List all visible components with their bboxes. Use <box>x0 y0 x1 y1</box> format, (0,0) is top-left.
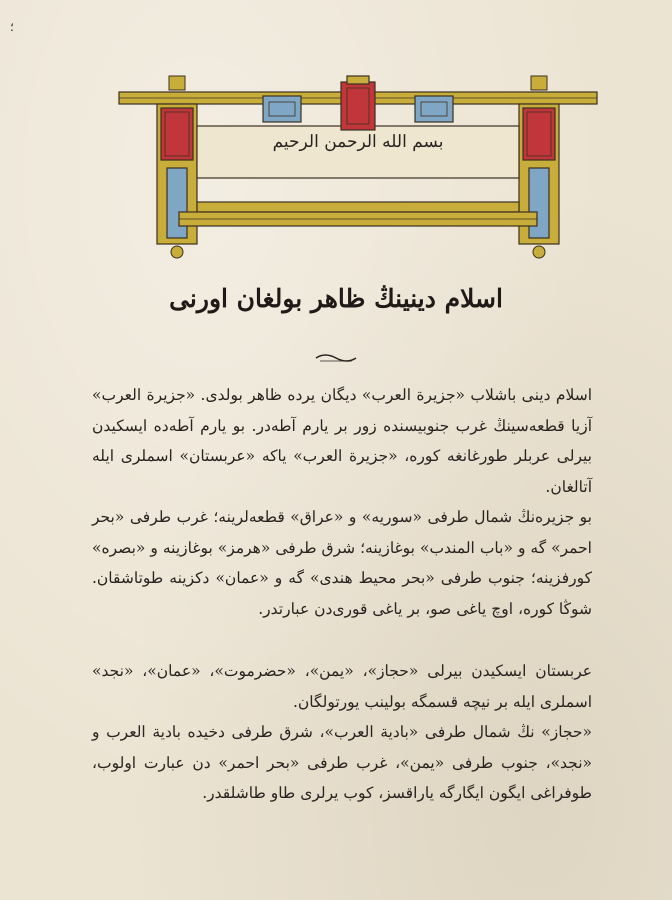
page-title: اسلام دينينڭ ظاهر بولغان اورنى <box>169 284 503 313</box>
paragraph-1-text: اسلام دينى باشلاب «جزيرة العرب» ديگان يرده ظاهر بولدى. «جزيرة العرب» آزيا قطعه‌سينڭ غرب جنوبيسنده زور بر يارم آطه‌در. بو يارم آطه‌ده ايسكيدن بيرلى عربلر طورغانغه كوره، «جزيرة العرب» ياكه «عربستان» اسملرى ايله آتالغان. <box>92 386 592 496</box>
paragraph-2-text: بو جزيره‌نڭ شمال طرفى «سوريه» و «عراق» قطعه‌لرينه؛ غرب طرفى «بحر احمر» گه و «باب المندب» بوغازينه؛ شرق طرفى «هرمز» بوغازينه و «بصره» كورفزينه؛ جنوب طرفى «بحر محيط هندى» گه و «عمان» دكزينه طوتاشقان. شوڭا كوره، اوچ ياغى صو، بر ياغى قورى‌دن عبارتدر. <box>92 508 592 618</box>
paragraph-3 <box>92 656 592 717</box>
corner-mark: ؛ <box>10 20 14 34</box>
paragraph-2 <box>92 502 592 624</box>
headpiece-ornament <box>115 70 601 270</box>
divider-flourish-icon <box>314 349 358 368</box>
paragraph-1 <box>92 380 592 502</box>
paragraph-3-text: عربستان ايسكيدن بيرلى «حجاز»، «يمن»، «حضرموت»، «عمان»، «نجد» اسملرى ايله بر نيچه قسمگه بولينب يورتولگان. <box>92 662 592 711</box>
basmala-inscription: بسم الله الرحمن الرحيم <box>272 132 444 152</box>
paragraph-4-text: «حجاز» نڭ شمال طرفى «بادية العرب»، شرق طرفى دخيده بادية العرب و «نجد»، جنوب طرفى «يمن»، غرب طرفى «بحر احمر» دن عبارت اولوب، طوفراغى ايگون ايگارگه ياراقسز، كوب يرلرى طاو طاشلقدر. <box>92 723 592 802</box>
paragraph-4 <box>92 717 592 809</box>
headpiece-frame-icon <box>115 70 601 270</box>
